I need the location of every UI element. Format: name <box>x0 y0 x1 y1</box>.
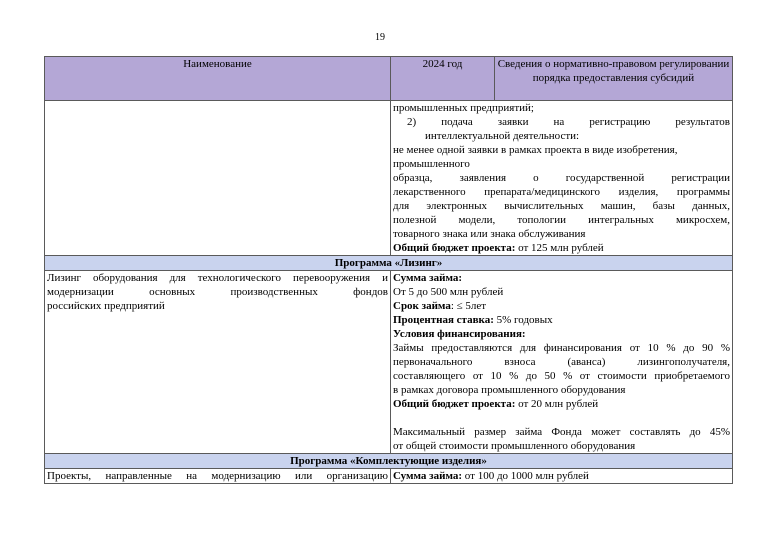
page-number: 19 <box>375 32 385 43</box>
name-line: Лизинг оборудования для технологического перевооружения и <box>47 272 388 284</box>
detail-line: промышленных предприятий; <box>393 102 534 114</box>
name-line: модернизации основных производственных фондов <box>47 286 388 298</box>
table-row-leasing <box>45 271 733 454</box>
max-loan-line: от общей стоимости промышленного оборудования <box>393 440 636 452</box>
detail-line: полезной модели, топологии интегральных микросхем, <box>393 214 730 226</box>
loan-sum-value: от 100 до 1000 млн рублей <box>462 470 589 482</box>
section-title-components: Программа «Комплектующие изделия» <box>45 454 733 469</box>
header-regulation: Сведения о нормативно-правовом регулировании порядка предоставления субсидий <box>495 57 733 101</box>
detail-line: 2) подача заявки на регистрацию результатов <box>407 116 730 128</box>
budget-line <box>393 397 730 411</box>
detail-line: промышленного <box>393 158 470 170</box>
loan-term-value: : ≤ 5лет <box>450 300 487 312</box>
budget-label: Общий бюджет проекта: <box>393 242 516 254</box>
conditions-line: первоначального взноса (аванса) лизингополучателя, <box>393 356 730 368</box>
detail-line: товарного знака или знака обслуживания <box>393 228 586 240</box>
interest-rate-line <box>393 313 730 327</box>
name-line: Проекты, направленные на модернизацию или организацию <box>47 470 388 482</box>
continued-name-cell <box>45 101 391 256</box>
detail-line: образца, заявления о государственной регистрации <box>393 172 730 184</box>
spacer <box>393 411 730 425</box>
loan-sum-label: Сумма займа: <box>393 272 463 284</box>
budget-label: Общий бюджет проекта: <box>393 398 516 410</box>
table-row-continued <box>45 101 733 256</box>
table-header-row <box>45 57 733 101</box>
components-name-cell <box>45 469 391 484</box>
header-name: Наименование <box>45 57 391 101</box>
loan-sum-line <box>393 469 730 483</box>
header-year: 2024 год <box>391 57 495 101</box>
subsidy-table <box>44 56 733 484</box>
table-row-components <box>45 469 733 484</box>
leasing-details-cell <box>391 271 733 454</box>
interest-rate-value: 5% годовых <box>493 314 553 326</box>
loan-sum-value: От 5 до 500 млн рублей <box>393 286 504 298</box>
budget-value: от 125 млн рублей <box>515 242 604 254</box>
leasing-name-cell <box>45 271 391 454</box>
detail-line: для электронных вычислительных машин, базы данных, <box>393 200 730 212</box>
budget-value: от 20 млн рублей <box>515 398 599 410</box>
components-details-cell <box>391 469 733 484</box>
detail-line: не менее одной заявки в рамках проекта в виде изобретения, <box>393 144 678 156</box>
detail-line: интеллектуальной деятельности: <box>425 130 580 142</box>
loan-sum-label: Сумма займа: <box>393 470 463 482</box>
loan-term-label: Срок займа <box>393 300 451 312</box>
name-line: российских предприятий <box>47 300 165 312</box>
section-title-leasing: Программа «Лизинг» <box>45 256 733 271</box>
conditions-label: Условия финансирования: <box>393 328 526 340</box>
conditions-line: Займы предоставляются для финансирования от 10 % до 90 % <box>393 342 730 354</box>
max-loan-line: Максимальный размер займа Фонда может составлять до 45% <box>393 426 730 438</box>
detail-line: лекарственного препарата/медицинского изделия, программы <box>393 186 730 198</box>
conditions-line: в рамках договора промышленного оборудования <box>393 384 626 396</box>
budget-line <box>393 241 730 255</box>
conditions-line: составляющего от 10 % до 50 % от стоимости приобретаемого <box>393 370 730 382</box>
section-row-components <box>45 454 733 469</box>
loan-term-line <box>393 299 730 313</box>
section-row-leasing <box>45 256 733 271</box>
continued-details-cell <box>391 101 733 256</box>
interest-rate-label: Процентная ставка: <box>393 314 494 326</box>
